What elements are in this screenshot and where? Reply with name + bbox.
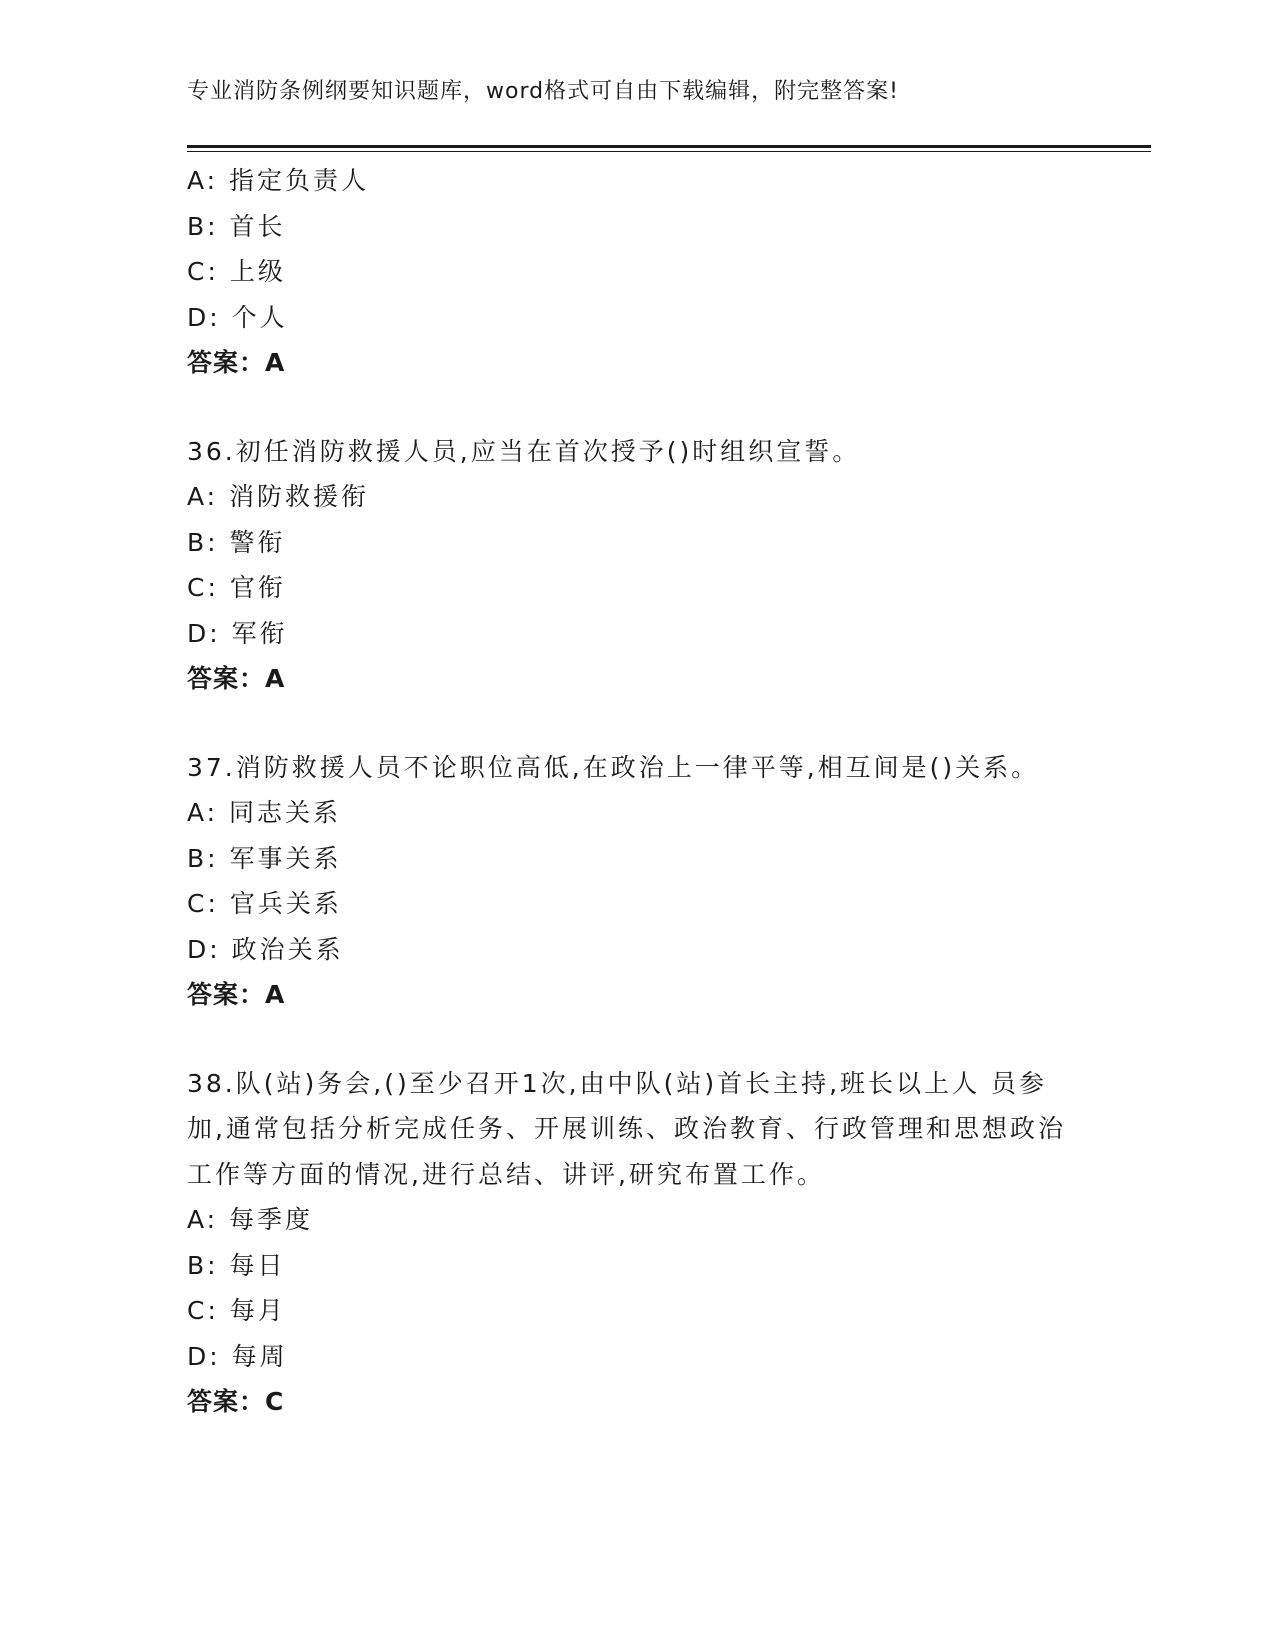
question-38 bbox=[187, 1061, 1087, 1425]
option-c: C: 每月 bbox=[187, 1296, 286, 1325]
option-b: B: 首长 bbox=[187, 211, 286, 241]
option-a: A: 同志关系 bbox=[187, 798, 342, 827]
option-d: D: 个人 bbox=[187, 302, 288, 332]
question-35-tail bbox=[187, 158, 1087, 386]
option-b: B: 警衔 bbox=[187, 527, 286, 557]
header-rule-thin bbox=[187, 151, 1151, 152]
question-36 bbox=[187, 429, 1087, 702]
option-c: C: 官衔 bbox=[187, 573, 286, 602]
option-d: D: 每周 bbox=[187, 1341, 288, 1371]
answer: 答案：A bbox=[187, 980, 286, 1009]
option-b: B: 军事关系 bbox=[187, 843, 342, 873]
page-header: 专业消防条例纲要知识题库，word格式可自由下载编辑，附完整答案! bbox=[187, 79, 899, 104]
answer: 答案：C bbox=[187, 1387, 285, 1416]
option-d: D: 军衔 bbox=[187, 618, 288, 648]
question-37 bbox=[187, 745, 1087, 1018]
question-text: 38.队(站)务会,()至少召开1次,由中队(站)首长主持,班长以上人 员参加,通常包括分析完成任务、开展训练、政治教育、行政管理和思想政治工作等方面的情况,进行总结、讲评,研究布置工作。 bbox=[187, 1068, 1066, 1189]
question-text: 36.初任消防救援人员,应当在首次授予()时组织宣誓。 bbox=[187, 436, 861, 466]
question-text: 37.消防救援人员不论职位高低,在政治上一律平等,相互间是()关系。 bbox=[187, 752, 1040, 782]
header-rule bbox=[187, 145, 1151, 148]
option-c: C: 官兵关系 bbox=[187, 889, 342, 918]
option-d: D: 政治关系 bbox=[187, 934, 344, 964]
option-c: C: 上级 bbox=[187, 257, 286, 286]
option-a: A: 消防救援衔 bbox=[187, 482, 370, 511]
question-content bbox=[187, 158, 1087, 1425]
option-b: B: 每日 bbox=[187, 1250, 286, 1280]
answer: 答案：A bbox=[187, 664, 286, 693]
option-a: A: 每季度 bbox=[187, 1205, 314, 1234]
option-a: A: 指定负责人 bbox=[187, 166, 370, 195]
answer: 答案：A bbox=[187, 348, 286, 377]
